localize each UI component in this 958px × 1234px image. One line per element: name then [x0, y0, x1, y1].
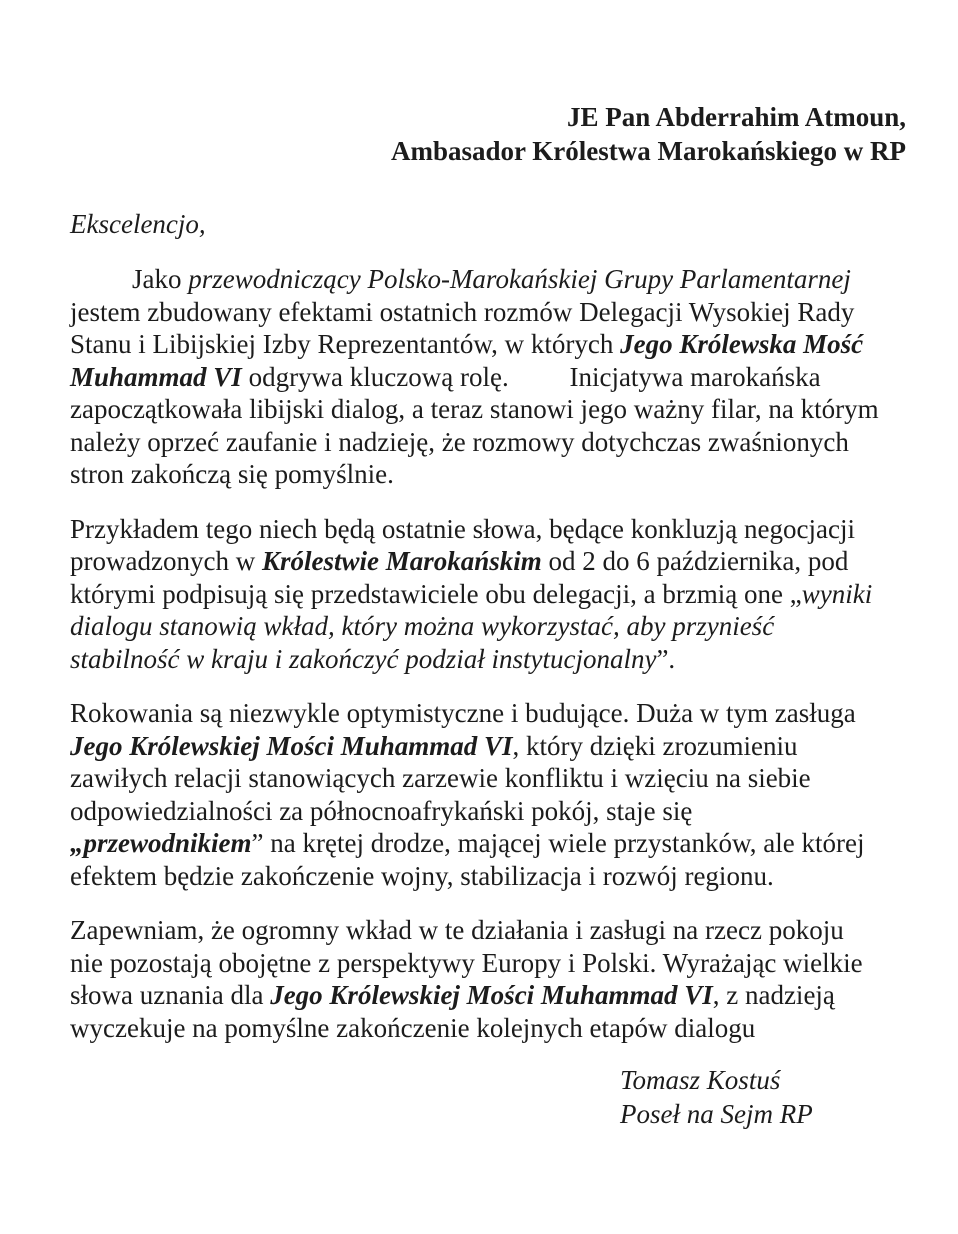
text-run: dialogu stanowią wkład, który można wykorzystać, aby przynieść [70, 611, 775, 641]
text-line [70, 263, 906, 296]
text-line [70, 979, 906, 1012]
text-line [70, 296, 906, 329]
text-run: odgrywa kluczową rolę. Inicjatywa marokańska [241, 361, 821, 392]
letter-body [70, 263, 906, 1044]
text-line [70, 328, 906, 361]
text-line [70, 393, 906, 426]
recipient-line-1: JE Pan Abderrahim Atmoun, [566, 102, 906, 132]
text-run: Stanu i Libijskiej Izby Reprezentantów, w których [70, 329, 621, 359]
text-run: stabilność w kraju i zakończyć podział instytucjonalny [70, 643, 657, 674]
text-line [70, 578, 906, 611]
text-run: „przewodnikiem [70, 828, 252, 858]
text-run: wyczekuje na pomyślne zakończenie kolejnych etapów dialogu [70, 1012, 756, 1043]
text-run: zapoczątkowała libijski dialog, a teraz stanowi jego ważny filar, na którym [70, 394, 879, 424]
text-run: , z nadzieją [712, 980, 835, 1010]
paragraph [70, 914, 906, 1044]
text-run: Muhammad VI [70, 361, 242, 392]
text-line [70, 610, 906, 643]
text-line [70, 458, 906, 491]
text-run: od 2 do 6 października, pod [541, 546, 849, 576]
text-run: którymi podpisują się przedstawiciele obu delegacji, a brzmią one „ [70, 578, 802, 609]
text-run: Zapewniam, że ogromny wkład w te działania i zasługi na rzecz pokoju [70, 915, 844, 945]
text-run: przewodniczący Polsko-Marokańskiej Grupy Parlamentarnej [188, 264, 851, 294]
text-run: ”. [656, 643, 676, 674]
salutation: Ekscelencjo, [70, 209, 206, 239]
text-line [70, 1012, 906, 1045]
text-run: Jego Królewskiej Mości Muhammad VI [270, 980, 713, 1010]
text-run: , który dzięki zrozumieniu [512, 730, 798, 761]
text-run: ” na krętej drodze, mającej wiele przystanków, ale której [251, 828, 865, 858]
text-run: Rokowania są niezwykle optymistyczne i budujące. Duża w tym zasługa [70, 698, 856, 728]
text-run: Jego Królewskiej Mości Muhammad VI [70, 730, 513, 761]
text-run: Królestwie Marokańskim [261, 546, 542, 576]
text-run: Jego Królewska Mość [620, 329, 864, 359]
text-line [70, 643, 906, 676]
text-line [70, 860, 906, 893]
paragraph [70, 697, 906, 892]
text-run: słowa uznania dla [70, 980, 271, 1010]
text-line [70, 697, 906, 730]
text-run: Przykładem tego niech będą ostatnie słowa, będące konkluzją negocjacji [70, 513, 855, 544]
text-line [70, 545, 906, 578]
text-run: Jako [132, 264, 189, 294]
signature-block [620, 1064, 906, 1131]
text-run: prowadzonych w [70, 546, 262, 576]
text-line [70, 426, 906, 459]
paragraph [70, 263, 906, 491]
text-run: zawiłych relacji stanowiących zarzewie konfliktu i wzięciu na siebie [70, 763, 811, 793]
text-run: jestem zbudowany efektami ostatnich rozmów Delegacji Wysokiej Rady [70, 296, 855, 327]
text-run: należy oprzeć zaufanie i nadzieję, że rozmowy dotychczas zwaśnionych [70, 426, 849, 457]
signature-title: Poseł na Sejm RP [620, 1098, 813, 1129]
text-run: efektem będzie zakończenie wojny, stabilizacja i rozwój regionu. [70, 860, 774, 891]
text-line [70, 827, 906, 860]
text-line [70, 513, 906, 546]
text-line [70, 914, 906, 947]
text-line [70, 361, 906, 394]
text-line [70, 795, 906, 828]
text-run: wyniki [801, 578, 873, 609]
signature-name: Tomasz Kostuś [620, 1065, 781, 1095]
paragraph [70, 513, 906, 676]
text-run: nie pozostają obojętne z perspektywy Europy i Polski. Wyrażając wielkie [70, 947, 863, 978]
recipient-line-2: Ambasador Królestwa Marokańskiego w RP [390, 136, 906, 166]
recipient-block [70, 100, 906, 168]
text-line [70, 730, 906, 763]
text-line [70, 762, 906, 795]
text-run: stron zakończą się pomyślnie. [70, 459, 394, 489]
text-run: odpowiedzialności za północnoafrykański pokój, staje się [70, 795, 693, 826]
text-line [70, 947, 906, 980]
